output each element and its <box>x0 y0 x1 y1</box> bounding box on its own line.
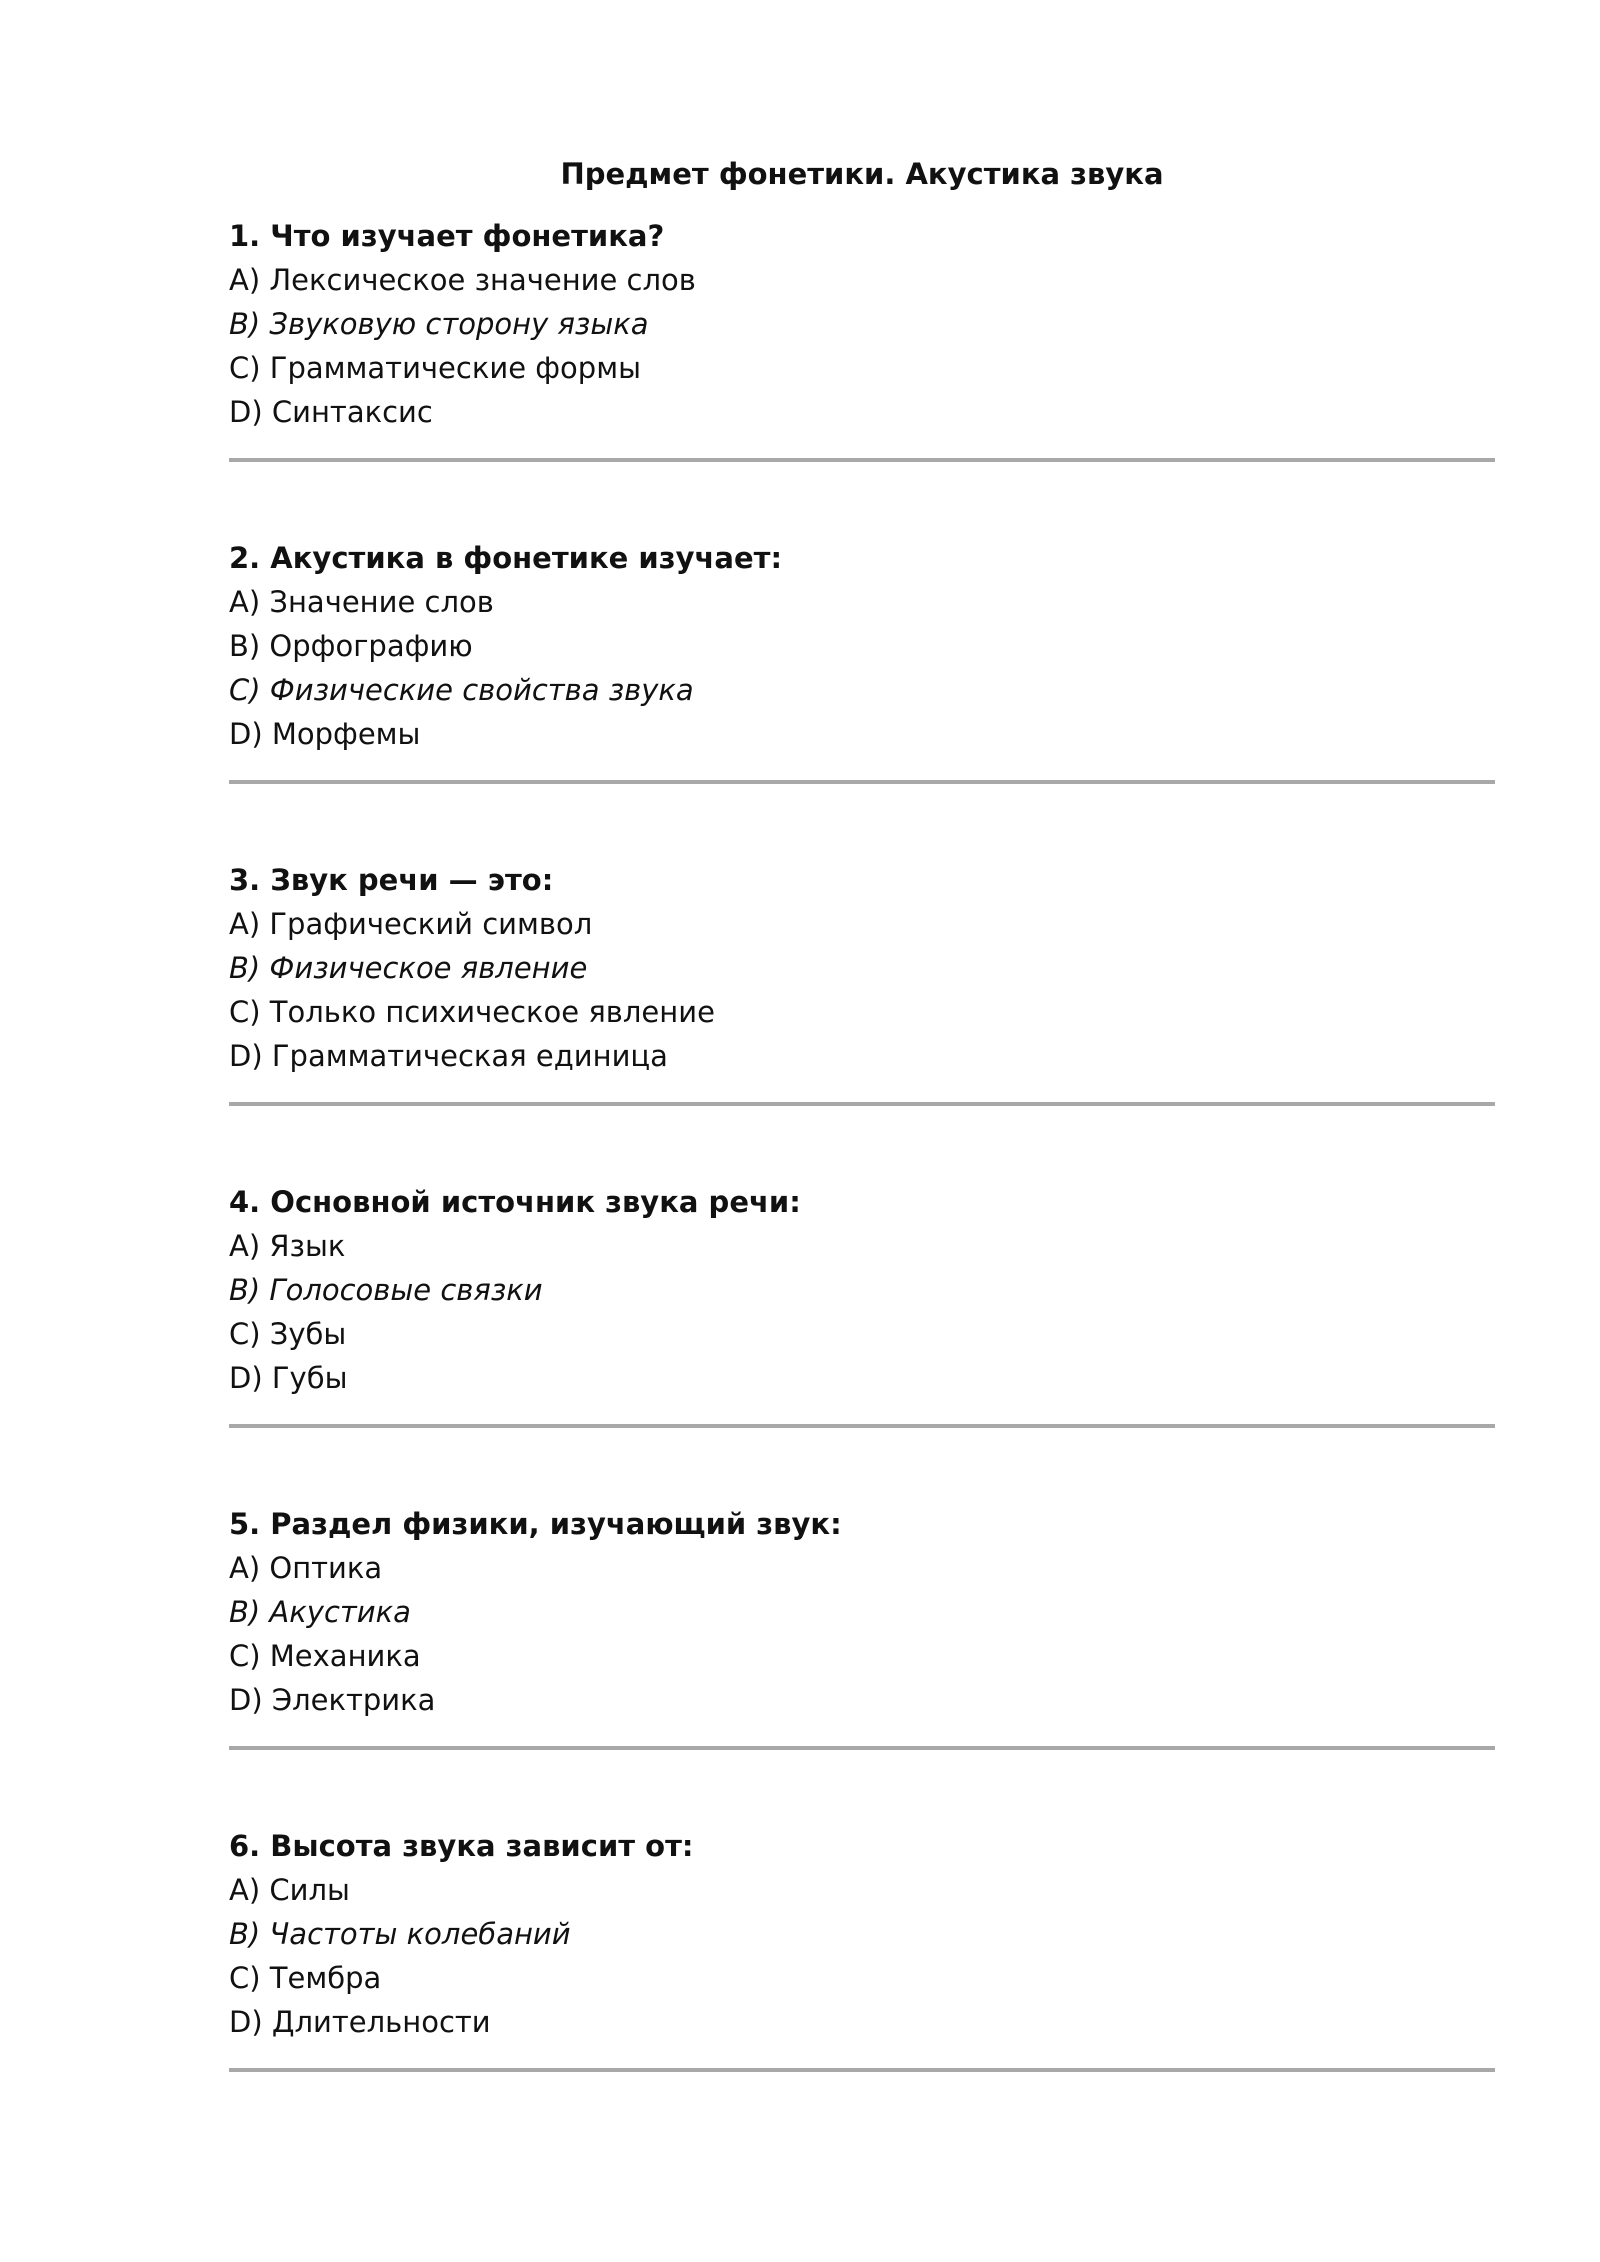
option-c: C) Только психическое явление <box>229 995 715 1029</box>
question-text: 5. Раздел физики, изучающий звук: <box>229 1507 842 1541</box>
question-divider <box>229 780 1495 784</box>
option-c: C) Зубы <box>229 1317 347 1351</box>
question-4 <box>229 1180 1495 1428</box>
question-text: 6. Высота звука зависит от: <box>229 1829 694 1863</box>
option-b: B) Физическое явление <box>229 951 588 985</box>
option-a: A) Графический символ <box>229 907 593 941</box>
question-divider <box>229 458 1495 462</box>
option-a: A) Язык <box>229 1229 346 1263</box>
option-b: B) Орфографию <box>229 629 473 663</box>
option-b: B) Акустика <box>229 1595 411 1629</box>
question-divider <box>229 1746 1495 1750</box>
option-d: D) Губы <box>229 1361 348 1395</box>
option-d: D) Длительности <box>229 2005 491 2039</box>
option-c: C) Тембра <box>229 1961 382 1995</box>
question-text: 2. Акустика в фонетике изучает: <box>229 541 783 575</box>
question-text: 3. Звук речи — это: <box>229 863 554 897</box>
option-d: D) Синтаксис <box>229 395 433 429</box>
question-divider <box>229 1102 1495 1106</box>
question-text: 1. Что изучает фонетика? <box>229 219 665 253</box>
question-1 <box>229 214 1495 462</box>
question-2 <box>229 536 1495 784</box>
option-b: B) Звуковую сторону языка <box>229 307 649 341</box>
option-c: C) Физические свойства звука <box>229 673 694 707</box>
question-divider <box>229 2068 1495 2072</box>
option-a: A) Лексическое значение слов <box>229 263 696 297</box>
option-d: D) Морфемы <box>229 717 421 751</box>
document-title: Предмет фонетики. Акустика звука <box>560 157 1164 191</box>
question-6 <box>229 1824 1495 2072</box>
option-a: A) Силы <box>229 1873 350 1907</box>
question-text: 4. Основной источник звука речи: <box>229 1185 801 1219</box>
option-a: A) Оптика <box>229 1551 383 1585</box>
option-b: B) Частоты колебаний <box>229 1917 571 1951</box>
option-d: D) Грамматическая единица <box>229 1039 668 1073</box>
option-c: C) Грамматические формы <box>229 351 641 385</box>
question-5 <box>229 1502 1495 1750</box>
option-c: C) Механика <box>229 1639 421 1673</box>
document-page <box>229 152 1495 2072</box>
option-b: B) Голосовые связки <box>229 1273 543 1307</box>
option-a: A) Значение слов <box>229 585 494 619</box>
option-d: D) Электрика <box>229 1683 436 1717</box>
question-3 <box>229 858 1495 1106</box>
question-divider <box>229 1424 1495 1428</box>
